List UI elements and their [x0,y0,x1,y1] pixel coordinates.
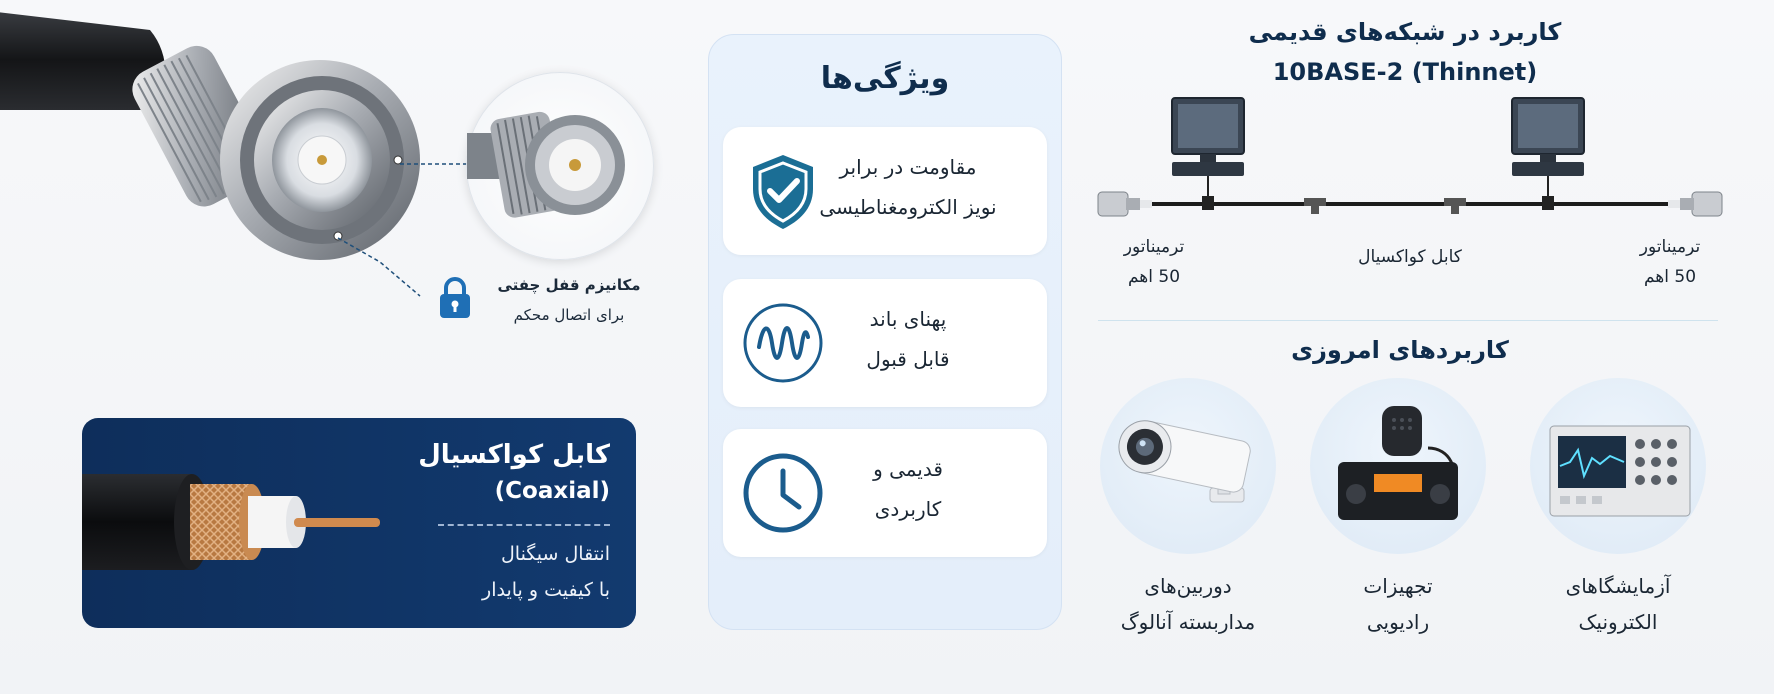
cctv-camera-icon [1100,378,1276,554]
coax-card-desc-line1: انتقال سیگنال [500,543,610,565]
legacy-network-subtitle: 10BASE-2 (Thinnet) [1272,58,1538,86]
cctv-camera-circle [1100,378,1276,554]
features-title: ویژگی‌ها [820,61,950,96]
computer-icon [1172,98,1244,200]
feature-noise-line1: مقاومت در برابر [839,155,977,179]
feature-legacy-line1: قدیمی و [873,457,943,481]
terminator-right-label [1620,232,1720,292]
terminator-left-label [1104,232,1204,292]
terminator-left-line1: ترمیناتور [1123,237,1185,257]
coax-card-title: کابل کواکسیال [418,440,610,470]
modern-apps-title: کاربردهای امروزی [1291,336,1509,364]
thinnet-bus-diagram [1090,90,1730,230]
feature-card-bandwidth [723,279,1047,407]
padlock-icon [438,276,472,320]
terminator-left-icon [1098,192,1152,216]
app-label-lab [1508,568,1728,640]
coaxial-cable-card [82,418,636,628]
lock-caption-line2: برای اتصال محکم [513,306,625,324]
app-radio-line1: تجهیزات [1363,574,1433,598]
feature-card-legacy [723,429,1047,557]
feature-bandwidth-line1: پهنای باند [869,307,947,331]
app-lab-line2: الکترونیک [1578,610,1658,634]
feature-legacy-line2: کاربردی [874,497,942,521]
app-cctv-line1: دوربین‌های [1144,574,1232,598]
app-lab-line1: آزمایشگاهای [1565,574,1671,598]
app-cctv-line2: مداربسته آنالوگ [1120,610,1256,634]
app-radio-line2: رادیویی [1366,610,1430,634]
t-connector-icon [1444,198,1466,214]
t-connector-icon [1304,198,1326,214]
lock-mechanism-caption [494,270,644,330]
oscilloscope-icon [1530,378,1706,554]
app-label-cctv [1078,568,1298,640]
legacy-network-title: کاربرد در شبکه‌های قدیمی [1248,18,1562,46]
coax-card-subtitle: (Coaxial) [494,478,610,504]
coax-card-desc-line2: با کیفیت و پایدار [482,579,610,601]
computer-icon [1512,98,1584,200]
connector-closeup-illustration [467,73,653,259]
connector-zoom-inset [466,72,654,260]
terminator-left-line2: 50 اهم [1127,267,1181,287]
terminator-right-line1: ترمیناتور [1639,237,1701,257]
oscilloscope-circle [1530,378,1706,554]
coax-cross-section-icon [82,458,402,588]
app-label-radio [1288,568,1508,640]
feature-bandwidth-line2: قابل قبول [866,347,950,371]
feature-card-noise-resistance [723,127,1047,255]
radio-transceiver-icon [1310,378,1486,554]
section-divider [1098,320,1718,321]
features-panel [708,34,1062,630]
radio-circle [1310,378,1486,554]
terminator-right-icon [1668,192,1722,216]
coax-card-divider [438,524,610,526]
feature-noise-line2: نویز الکترومغناطیسی [819,195,997,219]
lock-caption-line1: مکانیزم قفل چفتی [497,276,641,294]
coax-cable-label: کابل کواکسیال [1358,247,1462,267]
terminator-right-line2: 50 اهم [1643,267,1697,287]
